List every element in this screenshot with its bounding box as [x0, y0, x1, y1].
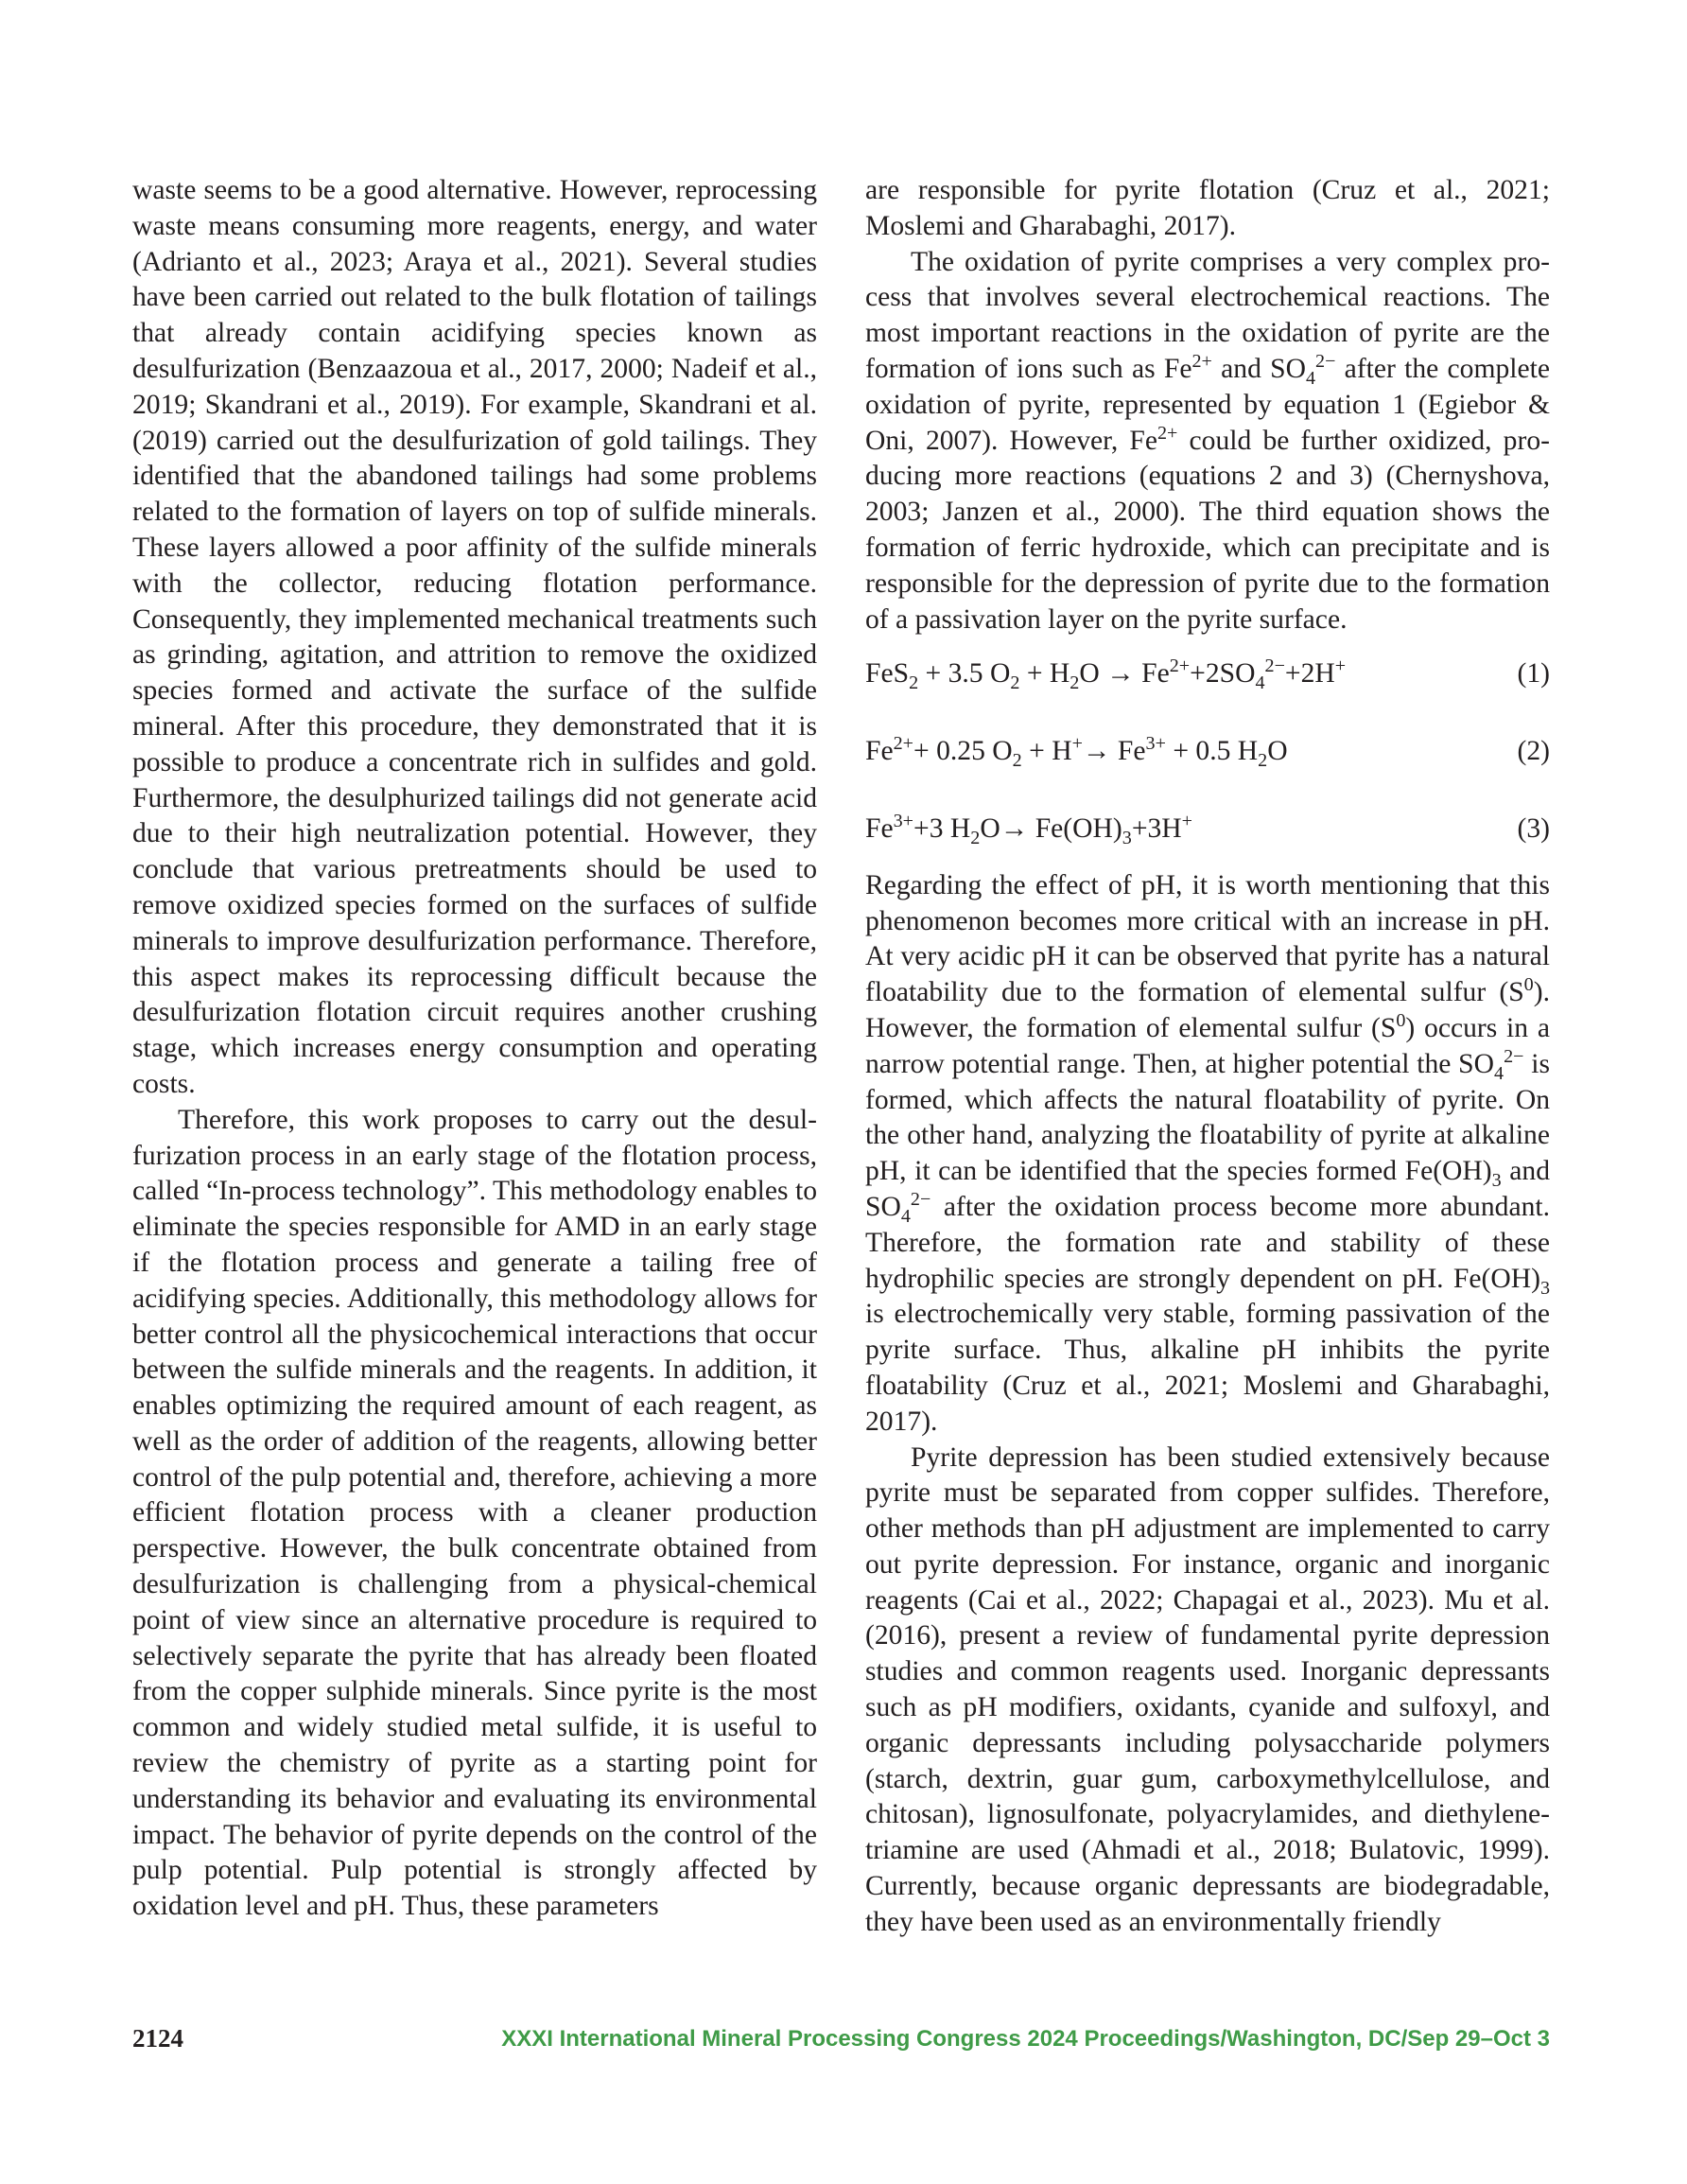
equation-3 — [865, 812, 1550, 847]
right-paragraph-ph: Regarding the effect of pH, it is worth mentioning that this phenomenon becomes more critical with an increase in pH. At very acidic pH it can be observed that pyrite has a natural floatability due to the formation of elemental sulfur $(S^0)$. However, the formation of elemental sulfur $(S^0)$ occurs in a narrow potential range. Then, at higher potential the $SO_4^{2-}$ is formed, which affects the natural floatability of pyrite. On the other hand, analyzing the floatability of pyrite at alkaline pH, it can be identified that the species formed $Fe(OH)_3$ and $SO_4^{2-}$ after the oxidation process become more abundant. Therefore, the formation rate and stability of these hydrophilic species are strongly dependent on pH. $Fe(OH)_3$ is electrochemically very stable, forming passivation of the pyrite surface. Thus, alkaline pH inhibits the pyrite floatability (Cruz et al., 2021; Moslemi and Gharabaghi, 2017). — [865, 869, 1551, 1437]
right-paragraph-oxidation: The oxidation of pyrite comprises a very complex process that involves several electrochemical reactions. The most important reactions in the oxidation of pyrite are the formation of ions such as $Fe^{2+}$ and $SO_4^{2-}$ after the complete oxidation of pyrite, represented by equation 1 (Egiebor & Oni, 2007). However, $Fe^{2+}$ could be further oxidized, producing more reactions (equations 2 and 3) (Chernyshova, 2003; Janzen et al., 2000). The third equation shows the formation of ferric hydroxide, which can precipitate and is responsible for the depression of pyrite due to the formation of a passivation layer on the pyrite surface. — [865, 246, 1551, 635]
left-paragraph-2: Therefore, this work proposes to carry out the desulfurization process in an early stage of the flotation process, called “In-process technology”. This methodology enables to eliminate the species responsible for AMD in an early stage if the flotation process and generate a tailing free of acidifying species. Additionally, this methodology allows for better control all the physicochemical interactions that occur between the sulfide minerals and the reagents. In addition, it enables optimizing the required amount of each reagent, as well as the order of addition of the reagents, allowing better control of the pulp potential and, therefore, achieving a more efficient flotation process with a cleaner production perspective. However, the bulk concentrate obtained from desulfurization is challenging from a physical-chemical point of view since an alternative procedure is required to selectively separate the pyrite that has already been floated from the copper sulphide minerals. Since pyrite is the most common and widely studied metal sulfide, it is useful to review the chemistry of pyrite as a starting point for understanding its behavior and evaluating its environmental impact. The behavior of pyrite depends on the control of the pulp potential. Pulp potential is strongly affected by oxidation level and pH. Thus, these parameters — [132, 1104, 817, 1922]
equation-2-number: (2) — [1517, 736, 1550, 767]
equation-1 — [865, 656, 1550, 692]
page-number: 2124 — [132, 2024, 183, 2053]
left-paragraph-1: waste seems to be a good alternative. However, reprocessing waste means consuming more reagents, energy, and water (Adrianto et al., 2023; Araya et al., 2021). Several studies have been carried out related to the bulk flotation of tailings that already contain acidifying species known as desulfurization (Benzaazoua et al., 2017, 2000; Nadeif et al., 2019; Skandrani et al., 2019). For example, Skandrani et al. (2019) carried out the desulfurization of gold tailings. They identified that the abandoned tailings had some problems related to the formation of layers on top of sulfide minerals. These layers allowed a poor affinity of the sulfide minerals with the collector, reducing flotation performance. Consequently, they implemented mechanical treatments such as grinding, agitation, and attrition to remove the oxidized species formed and activate the surface of the sulfide mineral. After this procedure, they demonstrated that it is possible to produce a concentrate rich in sulfides and gold. Furthermore, the desulphurized tailings did not generate acid due to their high neutralization potential. However, they conclude that various pretreatments should be used to remove oxidized species formed on the surfaces of sulfide minerals to improve desulfurization performance. Therefore, this aspect makes its reprocessing difficult because the desulfurization flotation circuit requires another crushing stage, which increases energy consumption and operating costs. — [132, 175, 817, 1099]
running-footer-title: XXXI International Mineral Processing Congress 2024 Proceedings/Washington, DC/Sep 29–Oct 3 — [501, 2026, 1550, 2052]
right-paragraph-1: are responsible for pyrite flotation (Cruz et al., 2021; Moslemi and Gharabaghi, 2017). — [865, 175, 1550, 241]
equation-3-number: (3) — [1517, 812, 1550, 844]
equation-1-formula: FeS$_2$ + 3.5 $O_2 + H_2O \to Fe^{2+}+2SO_4^{2-}+2H^+$ — [865, 655, 1347, 694]
equation-3-formula: $Fe^{3+}+3$ $H_2O\to Fe(OH)_3+3H^+$ — [865, 811, 1193, 848]
equation-2 — [865, 734, 1550, 770]
left-column — [132, 173, 817, 1925]
equation-2-formula: $Fe^{2+}+ 0.25$ $O_2 + H^+\to Fe^{3+} + 0.5$ $H_2O$ — [865, 733, 1288, 772]
page-footer — [132, 2024, 1550, 2062]
right-column — [865, 173, 1550, 1941]
equation-1-number: (1) — [1517, 658, 1550, 690]
right-paragraph-depression: Pyrite depression has been studied extensively because pyrite must be separated from copper sulfides. Therefore, other methods than pH adjustment are implemented to carry out pyrite depression. For instance, organic and inorganic reagents (Cai et al., 2022; Chapagai et al., 2023). Mu et al. (2016), present a review of fundamental pyrite depression studies and common reagents used. Inorganic depressants such as pH modifiers, oxidants, cyanide and sulfoxyl, and organic depressants including polysaccharide polymers (starch, dextrin, guar gum, carboxymethylcellulose, and chitosan), lignosulfonate, polyacrylamides, and diethylenetriamine are used (Ahmadi et al., 2018; Bulatovic, 1999). Currently, because organic depressants are biodegradable, they have been used as an environmentally friendly — [865, 1441, 1550, 1937]
